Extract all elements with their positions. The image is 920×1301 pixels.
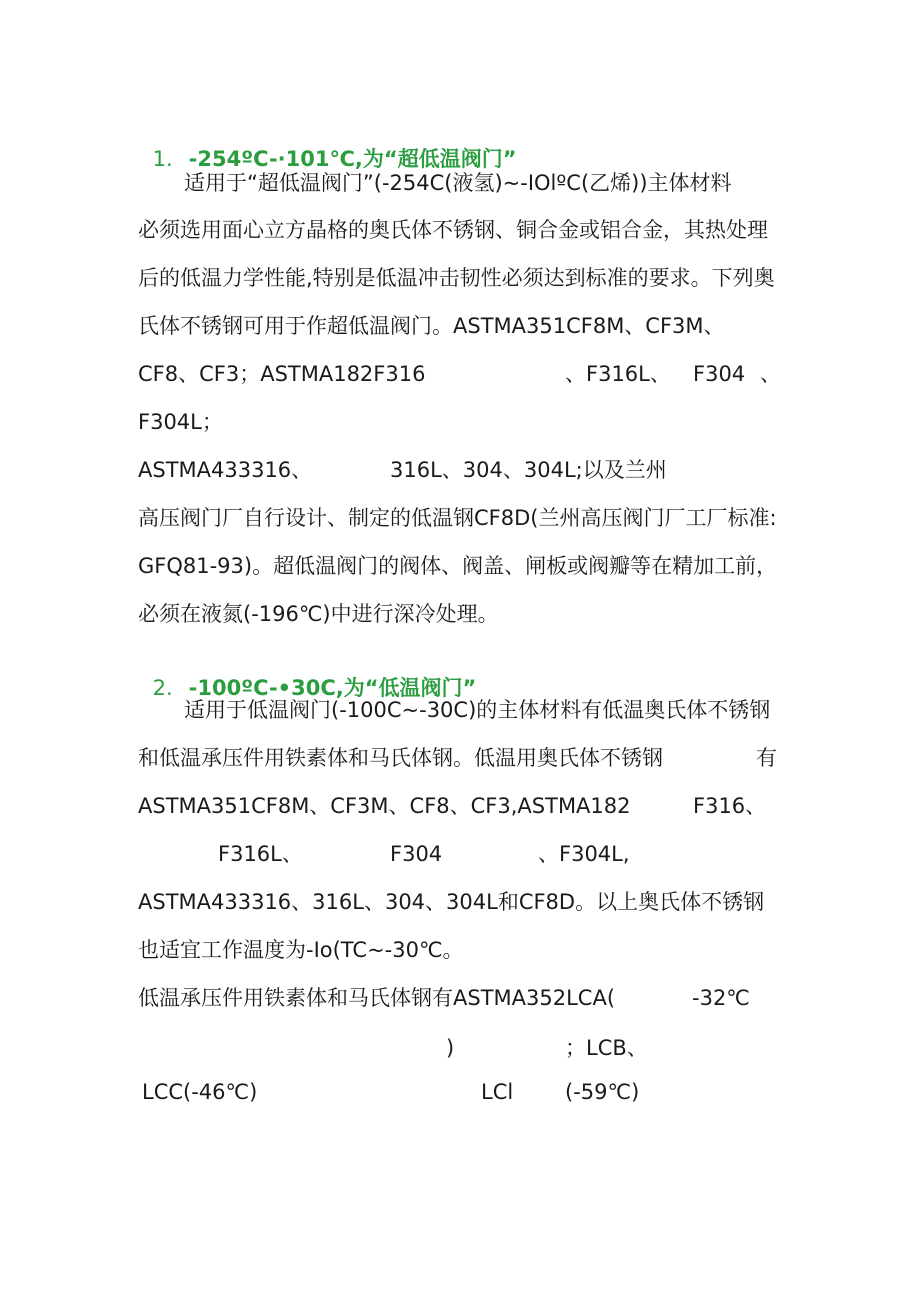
paragraph-line: F304	[693, 362, 746, 386]
paragraph-line: 、	[760, 362, 781, 386]
paragraph-line: 后的低温力学性能,特别是低温冲击韧性必须达到标准的要求。下列奥	[138, 266, 775, 290]
paragraph-line: 、F304L,	[538, 842, 630, 866]
paragraph-line: 有	[756, 746, 777, 770]
section-heading-1	[138, 120, 517, 172]
paragraph-line: (-59℃)	[565, 1080, 640, 1104]
paragraph-line: CF8、CF3；ASTMA182F316	[138, 362, 426, 386]
section-number: 1.	[152, 147, 173, 171]
paragraph-line: 氏体不锈钢可用于作超低温阀门。ASTMA351CF8M、CF3M、	[138, 314, 725, 338]
paragraph-line: ASTMA351CF8M、CF3M、CF8、CF3,ASTMA182	[138, 794, 631, 818]
paragraph-line: F316L、	[218, 842, 303, 866]
paragraph-line: 适用于“超低温阀门”(-254C(液氢)~-IOlºC(乙烯))主体材料	[184, 171, 732, 195]
paragraph-line: 高压阀门厂自行设计、制定的低温钢CF8D(兰州高压阀门厂工厂标准:	[138, 506, 777, 530]
section-title: -100ºC-•30C,为“低温阀门”	[188, 676, 477, 700]
paragraph-line: 适用于低温阀门(-100C~-30C)的主体材料有低温奥氏体不锈钢	[184, 698, 771, 722]
paragraph-line: -32℃	[692, 986, 750, 1010]
paragraph-line: F304	[390, 842, 443, 866]
paragraph-line: ASTMA433316、316L、304、304L和CF8D。以上奥氏体不锈钢	[138, 890, 765, 914]
section-number: 2.	[152, 676, 173, 700]
paragraph-line: LCC(-46℃)	[142, 1080, 258, 1104]
section-heading-2	[138, 649, 476, 701]
paragraph-line: F304L；	[138, 410, 223, 434]
paragraph-line: 低温承压件用铁素体和马氏体钢有ASTMA352LCA(	[138, 986, 616, 1010]
paragraph-line: 、F316L、	[565, 362, 671, 386]
paragraph-line: 必须选用面心立方晶格的奥氏体不锈钢、铜合金或铝合金，其热处理	[138, 218, 768, 242]
paragraph-line: )	[446, 1036, 455, 1060]
paragraph-line: 316L、304、304L;以及兰州	[390, 458, 667, 482]
paragraph-line: F316、	[693, 794, 767, 818]
paragraph-line: ；LCB、	[565, 1036, 648, 1060]
paragraph-line: LCl	[481, 1080, 514, 1104]
paragraph-line: GFQ81-93)。超低温阀门的阀体、阀盖、闸板或阀瓣等在精加工前，	[138, 554, 778, 578]
section-title: -254ºC-·101℃,为“超低温阀门”	[188, 147, 517, 171]
paragraph-line: 必须在液氮(-196℃)中进行深冷处理。	[138, 602, 499, 626]
paragraph-line: 也适宜工作温度为-Io(TC~-30℃。	[138, 938, 464, 962]
paragraph-line: 和低温承压件用铁素体和马氏体钢。低温用奥氏体不锈钢	[138, 746, 663, 770]
paragraph-line: ASTMA433316、	[138, 458, 313, 482]
